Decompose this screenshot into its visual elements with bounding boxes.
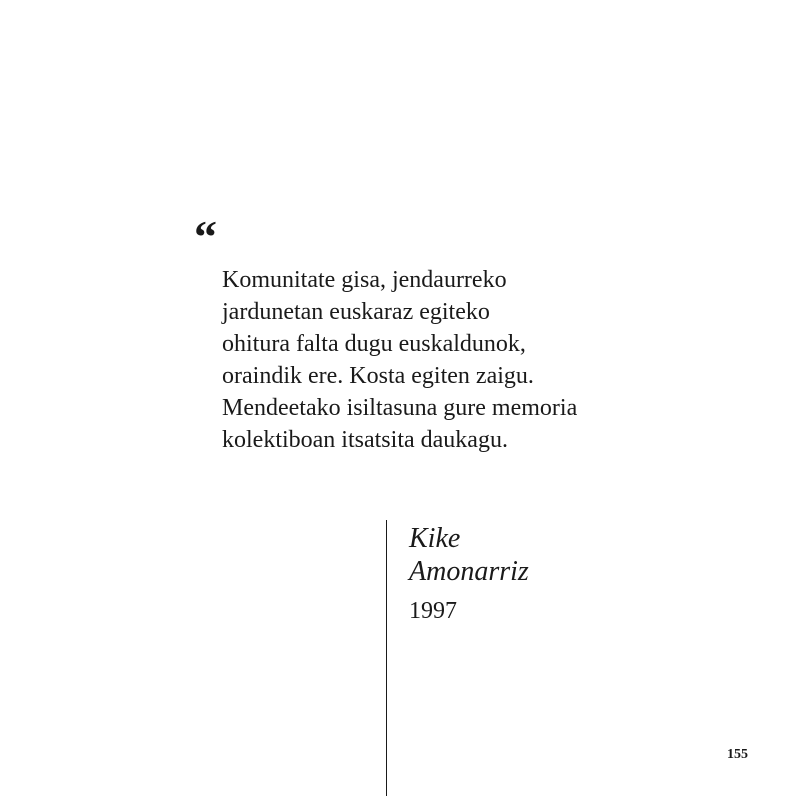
author-last-name: Amonarriz <box>409 556 529 587</box>
author-year: 1997 <box>409 598 457 624</box>
quote-line: ohitura falta dugu euskaldunok, <box>222 331 526 357</box>
quote-line: oraindik ere. Kosta egiten zaigu. <box>222 363 534 389</box>
quote-mark-icon: “ <box>194 211 215 262</box>
vertical-divider <box>386 520 387 796</box>
author-name <box>409 522 709 588</box>
attribution <box>409 522 709 626</box>
author-first-name: Kike <box>409 523 461 554</box>
quote-line: Komunitate gisa, jendaurreko <box>222 267 507 293</box>
quote-line: kolektiboan itsatsita daukagu. <box>222 427 508 453</box>
quote-line: Mendeetako isiltasuna gure memoria <box>222 395 578 421</box>
quote-text <box>222 264 682 456</box>
quote-line: jardunetan euskaraz egiteko <box>222 299 490 325</box>
page-number: 155 <box>727 747 748 762</box>
